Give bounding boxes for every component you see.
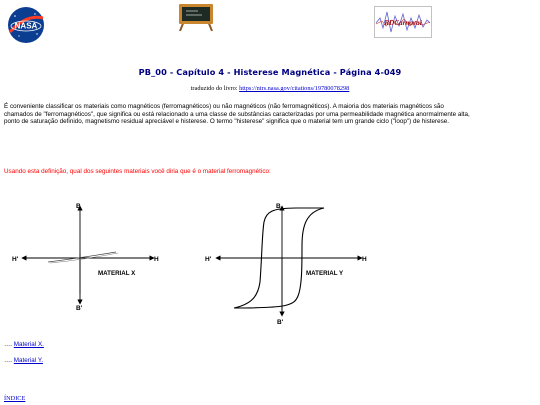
answer-option-x (4, 341, 44, 348)
x-b-label: B (76, 203, 81, 210)
answer-prefix: …. (4, 357, 14, 364)
x-h-label: H (154, 256, 159, 263)
page-title: PB_00 - Capítulo 4 - Histerese Magnética - Página 4-049 (138, 67, 402, 77)
x-b-prime-label: B' (76, 305, 83, 312)
index-link[interactable]: ÍNDICE (4, 395, 26, 402)
question-text: Usando esta definição, qual dos seguintes materiais você diria que é o material ferromagnético: (4, 168, 271, 175)
y-h-prime-label: H' (205, 256, 212, 263)
rdcarnaval-logo-text: RDCarnaval (384, 19, 422, 27)
rdcarnaval-logo (374, 6, 432, 38)
answer-link-material-x[interactable]: Material X. (13, 341, 44, 348)
x-h-prime-label: H' (12, 256, 19, 263)
material-x-diagram (12, 203, 159, 312)
nasa-logo-text: NASA (14, 21, 38, 31)
source-link[interactable]: https://ntrs.nasa.gov/citations/19780078298 (239, 85, 350, 92)
y-b-label: B (276, 203, 281, 210)
intro-paragraph: É conveniente classificar os materiais como magnéticos (ferromagnéticos) ou não magnéticos (não ferromagnéticos). A maioria dos materiais magnéticos são chamados de "ferromagnéticos", que significa ou está relacionado a uma classe de substâncias caracterizadas por uma permeabilidade magnética anormalmente alta, ponto de saturação definido, magnetismo residual apreciável e histerese. O termo "histerese" significa que o material tem um grande ciclo ("loop") de histerese. (4, 103, 470, 126)
answer-link-material-y[interactable]: Material Y. (13, 357, 43, 364)
answer-option-y (4, 357, 43, 364)
blackboard-icon (176, 3, 216, 31)
answer-prefix: …. (4, 341, 14, 348)
source-line (0, 85, 540, 92)
material-x-label: MATERIAL X (98, 270, 136, 277)
source-prefix: traduzido do livro: (190, 85, 240, 92)
y-h-label: H (362, 256, 367, 263)
y-b-prime-label: B' (277, 319, 284, 326)
hysteresis-diagram (6, 186, 382, 332)
nasa-logo (7, 6, 45, 44)
x-curve-upper (48, 252, 116, 262)
hysteresis-figure (6, 186, 382, 332)
material-y-diagram (205, 203, 367, 326)
material-y-label: MATERIAL Y (306, 270, 344, 277)
